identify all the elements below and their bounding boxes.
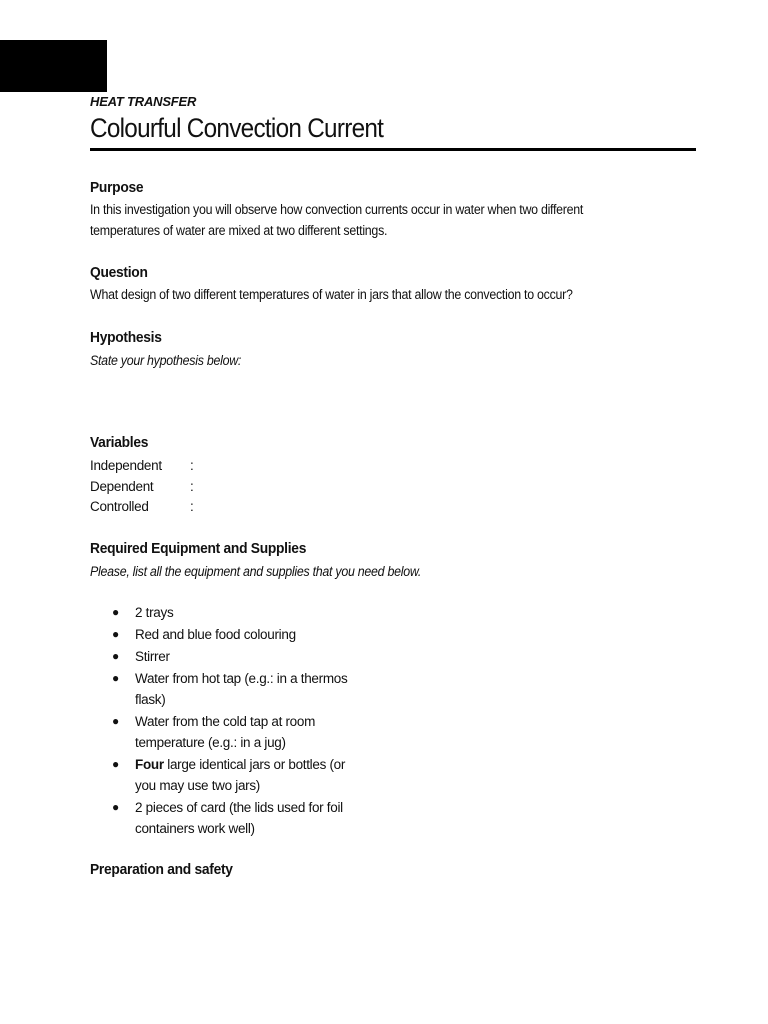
- variable-label: Independent: [90, 458, 162, 473]
- list-item-rest: large identical jars or bottles (or you may use two jars): [135, 757, 346, 793]
- variable-colon: :: [190, 458, 194, 473]
- variable-row-dependent: [90, 479, 193, 494]
- list-item: [112, 754, 412, 796]
- question-text: What design of two different temperatures of water in jars that allow the convection to occur?: [90, 287, 573, 302]
- list-item: [112, 602, 412, 623]
- list-item: [112, 646, 412, 667]
- list-item: [112, 797, 412, 839]
- bullet-dot-icon: ●: [112, 671, 119, 685]
- list-item: [112, 668, 412, 710]
- list-item-text: Stirrer: [135, 649, 170, 664]
- list-item: [112, 624, 412, 645]
- hypothesis-instruction: State your hypothesis below:: [90, 353, 242, 368]
- equipment-list: [112, 602, 412, 840]
- variable-row-controlled: [90, 499, 193, 514]
- bullet-dot-icon: ●: [112, 627, 119, 641]
- bullet-dot-icon: ●: [112, 757, 119, 771]
- list-item-emphasis: Four: [135, 757, 164, 772]
- bullet-dot-icon: ●: [112, 800, 119, 814]
- page-title: Colourful Convection Current: [90, 113, 384, 143]
- list-item: [112, 711, 412, 753]
- equipment-heading: Required Equipment and Supplies: [90, 540, 307, 557]
- header-black-tab: [0, 40, 107, 92]
- list-item-text: 2 pieces of card (the lids used for foil containers work well): [135, 800, 343, 836]
- bullet-dot-icon: ●: [112, 605, 119, 619]
- question-heading: Question: [90, 264, 148, 281]
- variable-row-independent: [90, 458, 193, 473]
- title-rule: [90, 148, 696, 151]
- list-item-text: 2 trays: [135, 605, 174, 620]
- equipment-instruction: Please, list all the equipment and supplies that you need below.: [90, 564, 422, 579]
- list-item-text: Water from the cold tap at room temperature (e.g.: in a jug): [135, 714, 316, 750]
- variable-colon: :: [190, 499, 194, 514]
- hypothesis-heading: Hypothesis: [90, 329, 162, 346]
- variable-label: Controlled: [90, 499, 149, 514]
- section-category: HEAT TRANSFER: [90, 94, 197, 109]
- variable-colon: :: [190, 479, 194, 494]
- bullet-dot-icon: ●: [112, 714, 119, 728]
- list-item-text: Water from hot tap (e.g.: in a thermos flask): [135, 671, 348, 707]
- purpose-text: In this investigation you will observe how convection currents occur in water when two different temperatures of water are mixed at two different settings.: [90, 202, 584, 238]
- bullet-dot-icon: ●: [112, 649, 119, 663]
- preparation-heading: Preparation and safety: [90, 861, 233, 878]
- variable-label: Dependent: [90, 479, 154, 494]
- purpose-heading: Purpose: [90, 179, 144, 196]
- list-item-text: [135, 754, 365, 796]
- variables-heading: Variables: [90, 434, 149, 451]
- list-item-text: Red and blue food colouring: [135, 627, 296, 642]
